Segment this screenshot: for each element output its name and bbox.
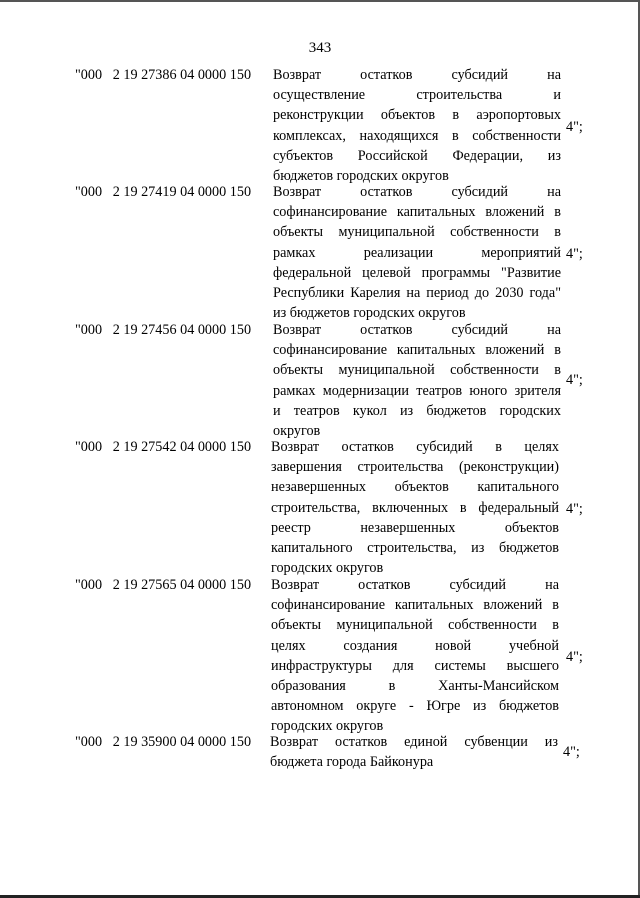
description-line: комплексах, находящихся в собственности <box>273 127 561 144</box>
description-line: объекты муниципальной собственности в <box>273 362 561 379</box>
table-row <box>0 182 640 323</box>
row-suffix: 4"; <box>566 372 583 388</box>
description-line: субъектов Российской Федерации, из <box>273 147 561 164</box>
description-line: Возврат остатков субсидий на <box>273 184 561 200</box>
code-description <box>271 575 559 737</box>
scan-edge-top <box>0 0 640 2</box>
description-line: объекты муниципальной собственности в <box>271 617 559 634</box>
row-suffix: 4"; <box>566 649 583 665</box>
description-line: рамках модернизации театров юного зрителя <box>273 382 561 399</box>
code-description <box>273 320 561 441</box>
page-number: 343 <box>308 40 332 56</box>
budget-code: "000 2 19 27419 04 0000 150 <box>75 184 252 200</box>
description-line: бюджета города Байконура <box>270 754 434 771</box>
description-line: рамках реализации мероприятий <box>273 244 561 261</box>
description-line: Возврат остатков субсидий на <box>273 67 561 83</box>
description-line: целях создания новой учебной <box>271 637 559 654</box>
description-line: и театров кукол из бюджетов городских <box>273 402 561 419</box>
table-row <box>0 437 640 578</box>
description-line: капитального строительства, из бюджетов <box>271 539 559 556</box>
row-suffix: 4"; <box>566 501 583 517</box>
code-description <box>271 437 559 578</box>
description-line: реестр незавершенных объектов <box>271 519 559 536</box>
budget-code: "000 2 19 27386 04 0000 150 <box>75 67 252 83</box>
description-line: Возврат остатков субсидий на <box>273 322 561 338</box>
description-line: округов <box>273 422 321 439</box>
description-line: городских округов <box>271 718 384 735</box>
row-suffix: 4"; <box>566 246 583 262</box>
table-row <box>0 320 640 441</box>
table-row <box>0 732 640 772</box>
description-line: софинансирование капитальных вложений в <box>273 204 561 221</box>
table-row <box>0 575 640 737</box>
budget-code: "000 2 19 27456 04 0000 150 <box>75 322 252 338</box>
description-line: из бюджетов городских округов <box>273 305 466 322</box>
description-line: федеральной целевой программы "Развитие <box>273 264 561 281</box>
description-line: Республики Карелия на период до 2030 года" <box>273 284 561 301</box>
table-row <box>0 65 640 186</box>
description-line: софинансирование капитальных вложений в <box>271 597 559 614</box>
description-line: строительства, включенных в федеральный <box>271 499 559 516</box>
description-line: незавершенных объектов капитального <box>271 479 559 496</box>
description-line: инфраструктуры для системы высшего <box>271 657 559 674</box>
description-line: образования в Ханты-Мансийском <box>271 677 559 694</box>
description-line: автономном округе - Югре из бюджетов <box>271 698 559 715</box>
description-line: осуществление строительства и <box>273 87 561 104</box>
code-description <box>273 65 561 186</box>
budget-code: "000 2 19 27542 04 0000 150 <box>75 439 252 455</box>
description-line: бюджетов городских округов <box>273 167 449 184</box>
description-line: Возврат остатков единой субвенции из <box>270 734 558 750</box>
description-line: городских округов <box>271 560 384 577</box>
code-description <box>273 182 561 323</box>
row-suffix: 4"; <box>563 744 580 760</box>
description-line: Возврат остатков субсидий на <box>271 577 559 593</box>
row-suffix: 4"; <box>566 119 583 135</box>
description-line: реконструкции объектов в аэропортовых <box>273 107 561 124</box>
budget-code: "000 2 19 35900 04 0000 150 <box>75 734 252 750</box>
description-line: завершения строительства (реконструкции) <box>271 459 559 476</box>
budget-code: "000 2 19 27565 04 0000 150 <box>75 577 252 593</box>
description-line: Возврат остатков субсидий в целях <box>271 439 559 455</box>
description-line: объекты муниципальной собственности в <box>273 224 561 241</box>
code-description <box>270 732 558 772</box>
description-line: софинансирование капитальных вложений в <box>273 342 561 359</box>
